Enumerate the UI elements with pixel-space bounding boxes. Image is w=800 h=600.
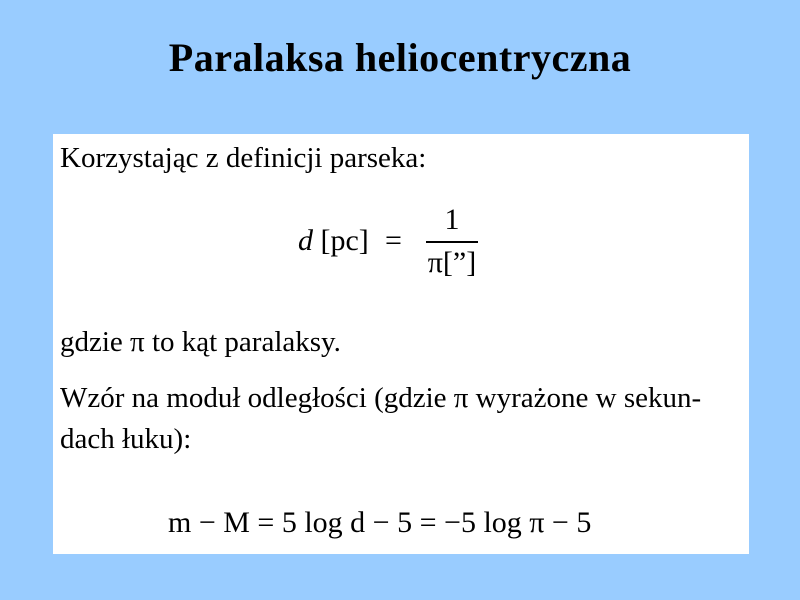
distance-modulus-text-line1: Wzór na moduł odległości (gdzie π wyrażone w sekun- (60, 382, 702, 414)
equals-sign: = (385, 224, 402, 257)
fraction (426, 202, 478, 281)
content-panel (53, 134, 749, 554)
distance-variable: d (298, 224, 313, 257)
fraction-numerator: 1 (444, 203, 460, 236)
fraction-denominator: π[”] (427, 246, 477, 279)
parsec-unit: [pc] (320, 224, 369, 257)
distance-modulus-text-line2: dach łuku): (60, 423, 192, 455)
distance-modulus-formula: m − M = 5 log d − 5 = −5 log π − 5 (168, 506, 592, 539)
pi-definition-text: gdzie π to kąt paralaksy. (60, 326, 341, 358)
intro-text: Korzystając z definicji parseka: (60, 142, 427, 174)
slide-title: Paralaksa heliocentryczna (168, 35, 632, 80)
fraction-bar (426, 241, 478, 243)
parsec-formula-lhs (298, 224, 369, 258)
